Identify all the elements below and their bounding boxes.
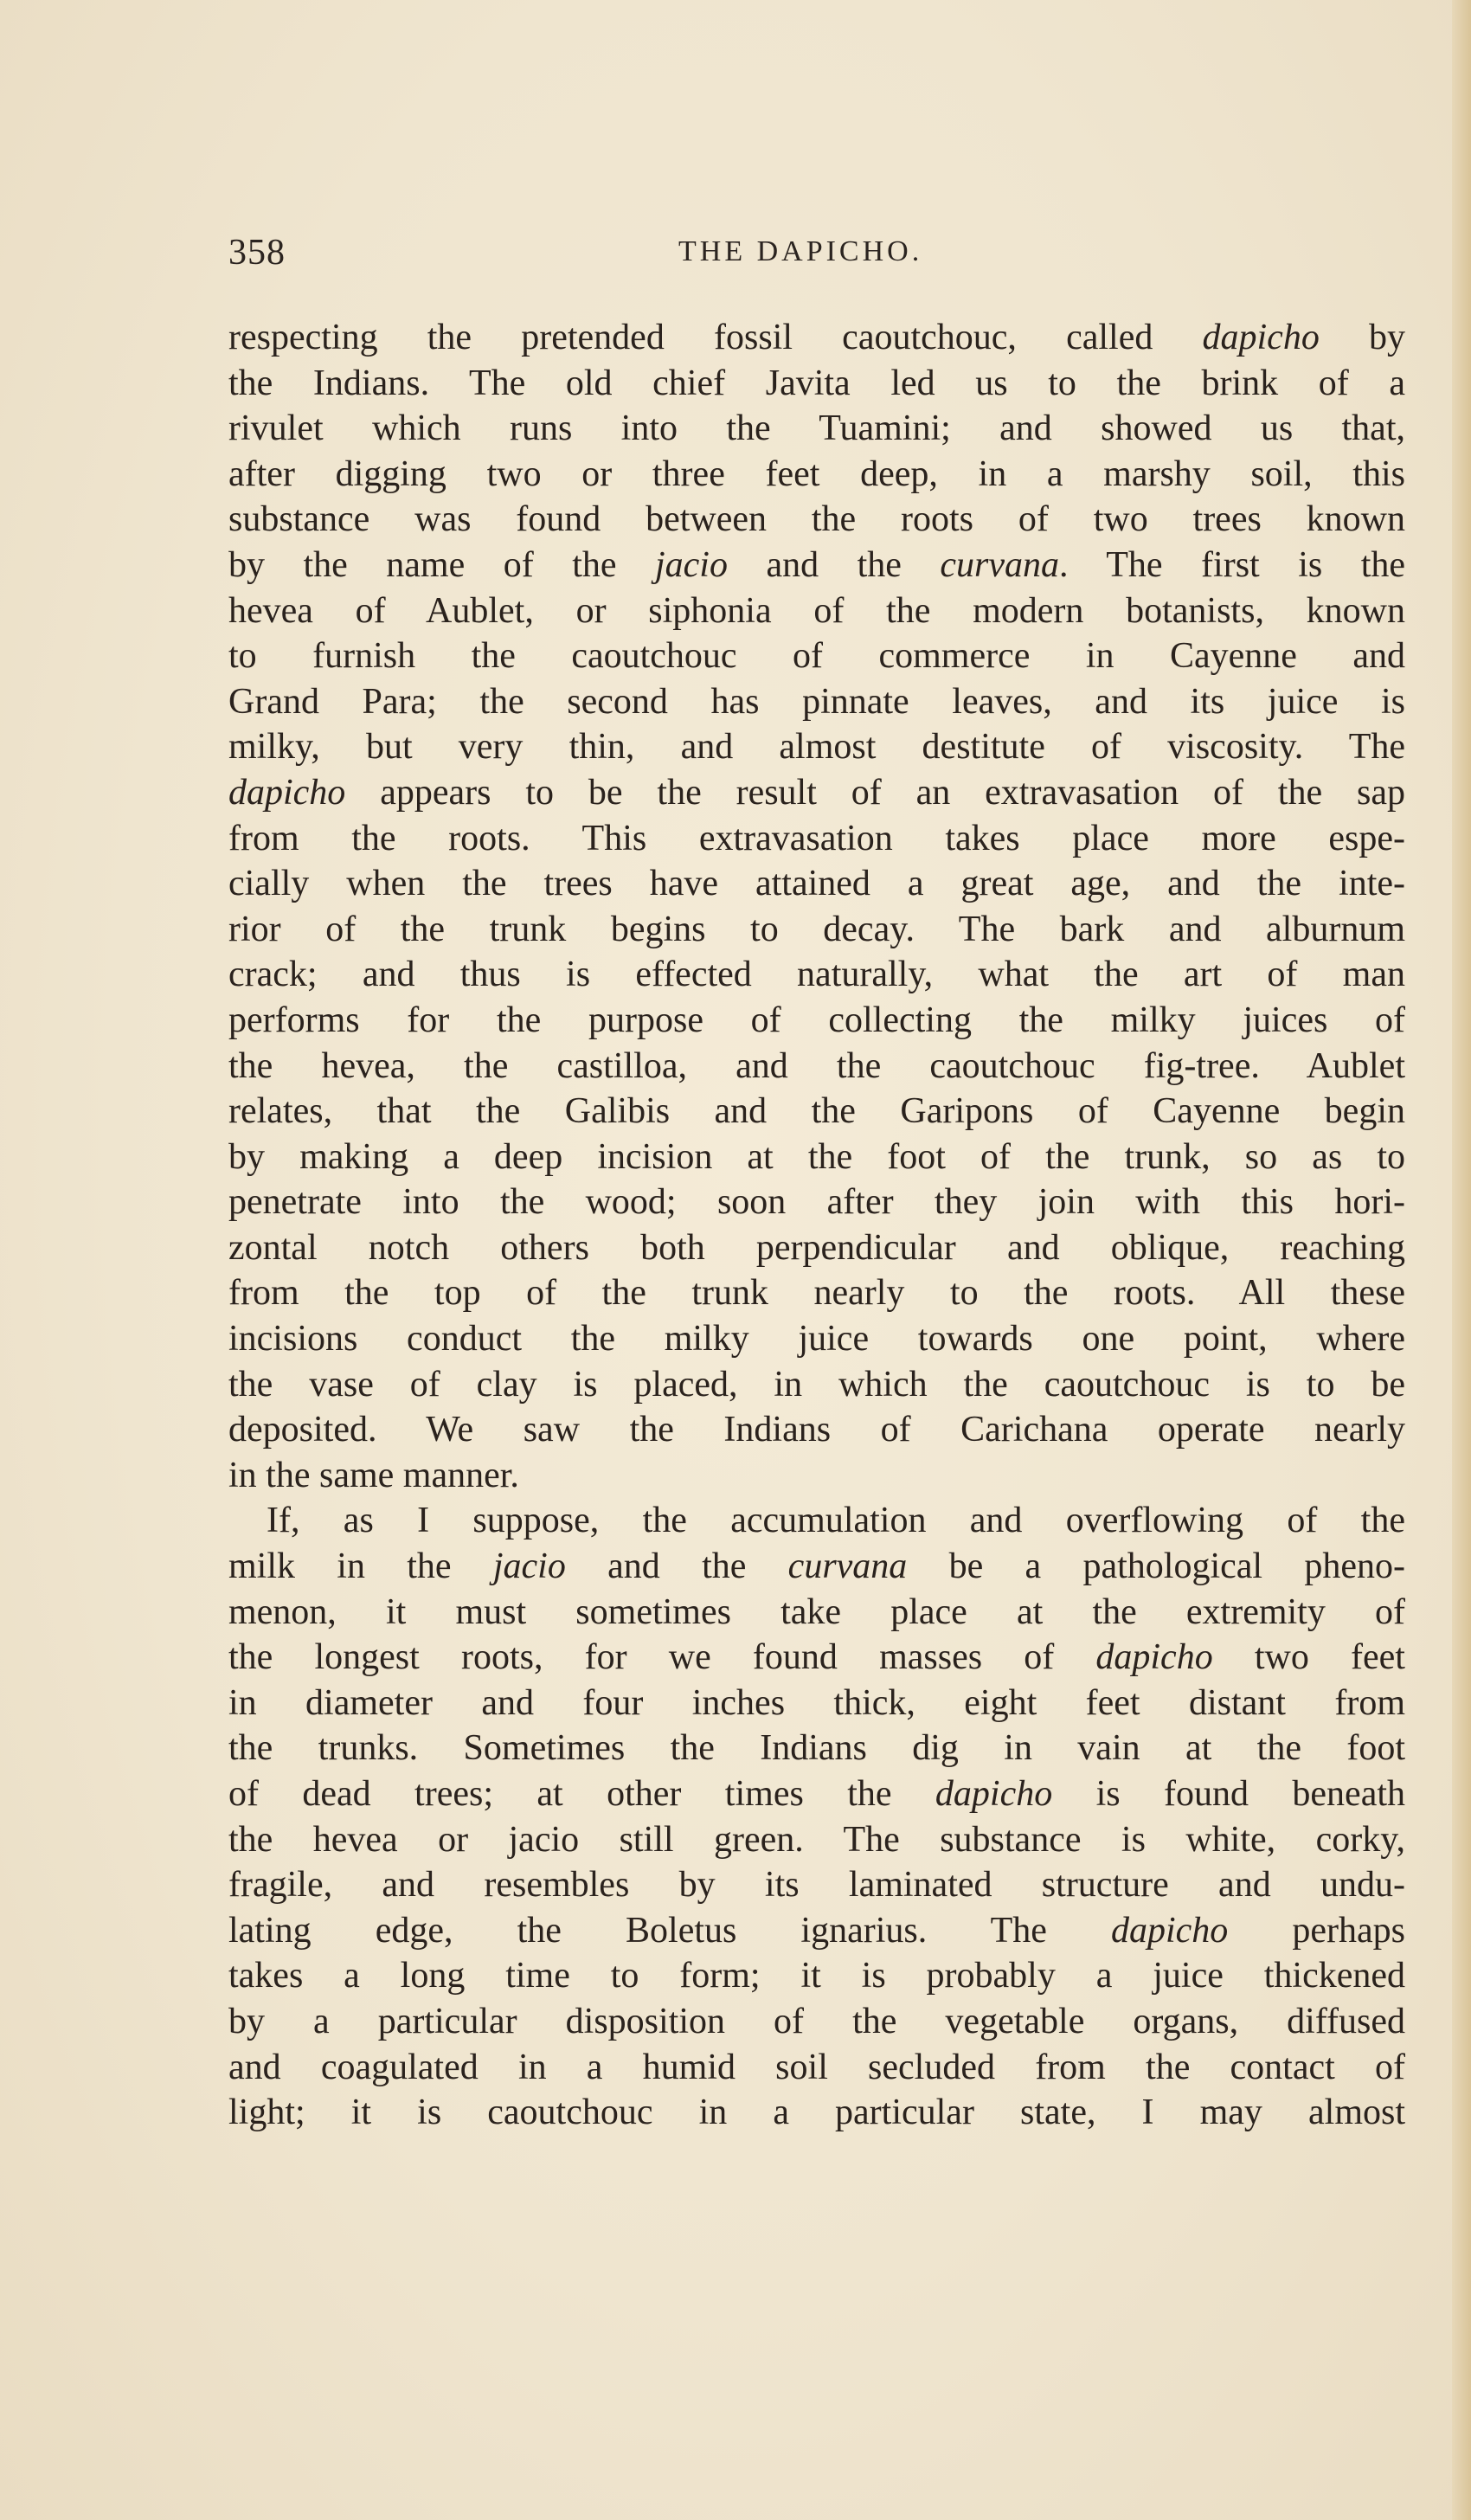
text-line: dapicho appears to be the result of an extravasation of the sap <box>228 772 1405 813</box>
text-line: fragile, and resembles by its laminated structure and undu- <box>228 1865 1405 1906</box>
text-line: the trunks. Sometimes the Indians dig in vain at the foot <box>228 1728 1405 1769</box>
text-line: lating edge, the Boletus ignarius. The dapicho perhaps <box>228 1910 1405 1951</box>
text-line: from the top of the trunk nearly to the roots. All these <box>228 1273 1405 1314</box>
text-line: relates, that the Galibis and the Garipons of Cayenne begin <box>228 1091 1405 1132</box>
text-line: zontal notch others both perpendicular and oblique, reaching <box>228 1227 1405 1268</box>
text-line: menon, it must sometimes take place at the extremity of <box>228 1591 1405 1632</box>
text-line: hevea of Aublet, or siphonia of the modern botanists, known <box>228 590 1405 631</box>
text-line: the longest roots, for we found masses of dapicho two feet <box>228 1637 1405 1678</box>
text-line: the hevea or jacio still green. The substance is white, corky, <box>228 1819 1405 1860</box>
text-line: crack; and thus is effected naturally, what the art of man <box>228 955 1405 995</box>
text-line: rior of the trunk begins to decay. The bark and alburnum <box>228 909 1405 949</box>
text-line: the Indians. The old chief Javita led us to the brink of a <box>228 363 1405 403</box>
text-line: to furnish the caoutchouc of commerce in Cayenne and <box>228 636 1405 677</box>
text-line: the hevea, the castilloa, and the caoutchouc fig-tree. Aublet <box>228 1045 1405 1086</box>
text-line: by a particular disposition of the vegetable organs, diffused <box>228 2001 1405 2041</box>
text-line: by the name of the jacio and the curvana. The first is the <box>228 544 1405 585</box>
body-text <box>228 315 1405 2136</box>
running-head: THE DAPICHO. <box>678 235 923 267</box>
text-line: penetrate into the wood; soon after they join with this hori- <box>228 1182 1405 1223</box>
text-line: performs for the purpose of collecting the milky juices of <box>228 1000 1405 1040</box>
page-header <box>228 232 1405 284</box>
text-line: milk in the jacio and the curvana be a pathological pheno- <box>228 1546 1405 1587</box>
text-line: from the roots. This extravasation takes place more espe- <box>228 818 1405 858</box>
text-line: takes a long time to form; it is probably a juice thickened <box>228 1956 1405 1996</box>
text-line: cially when the trees have attained a great age, and the inte- <box>228 864 1405 904</box>
text-line: the vase of clay is placed, in which the caoutchouc is to be <box>228 1364 1405 1405</box>
text-line: of dead trees; at other times the dapicho is found beneath <box>228 1774 1405 1814</box>
text-line: Grand Para; the second has pinnate leaves, and its juice is <box>228 681 1405 722</box>
text-line: incisions conduct the milky juice towards one point, where <box>228 1319 1405 1360</box>
text-line: by making a deep incision at the foot of the trunk, so as to <box>228 1136 1405 1177</box>
page-number: 358 <box>228 233 286 273</box>
text-line: in the same manner. <box>228 1455 519 1495</box>
text-line: respecting the pretended fossil caoutchouc, called dapicho by <box>228 318 1405 357</box>
page-edge <box>1452 0 1471 2520</box>
text-line: rivulet which runs into the Tuamini; and showed us that, <box>228 408 1405 449</box>
text-line: and coagulated in a humid soil secluded from the contact of <box>228 2047 1405 2087</box>
text-line: in diameter and four inches thick, eight feet distant from <box>228 1682 1405 1723</box>
text-line: milky, but very thin, and almost destitute of viscosity. The <box>228 727 1405 768</box>
text-line: substance was found between the roots of two trees known <box>228 499 1405 540</box>
text-line: after digging two or three feet deep, in a marshy soil, this <box>228 453 1405 494</box>
text-line: light; it is caoutchouc in a particular state, I may almost <box>228 2092 1405 2133</box>
text-line: deposited. We saw the Indians of Carichana operate nearly <box>228 1410 1405 1450</box>
text-line: If, as I suppose, the accumulation and overflowing of the <box>267 1501 1405 1541</box>
